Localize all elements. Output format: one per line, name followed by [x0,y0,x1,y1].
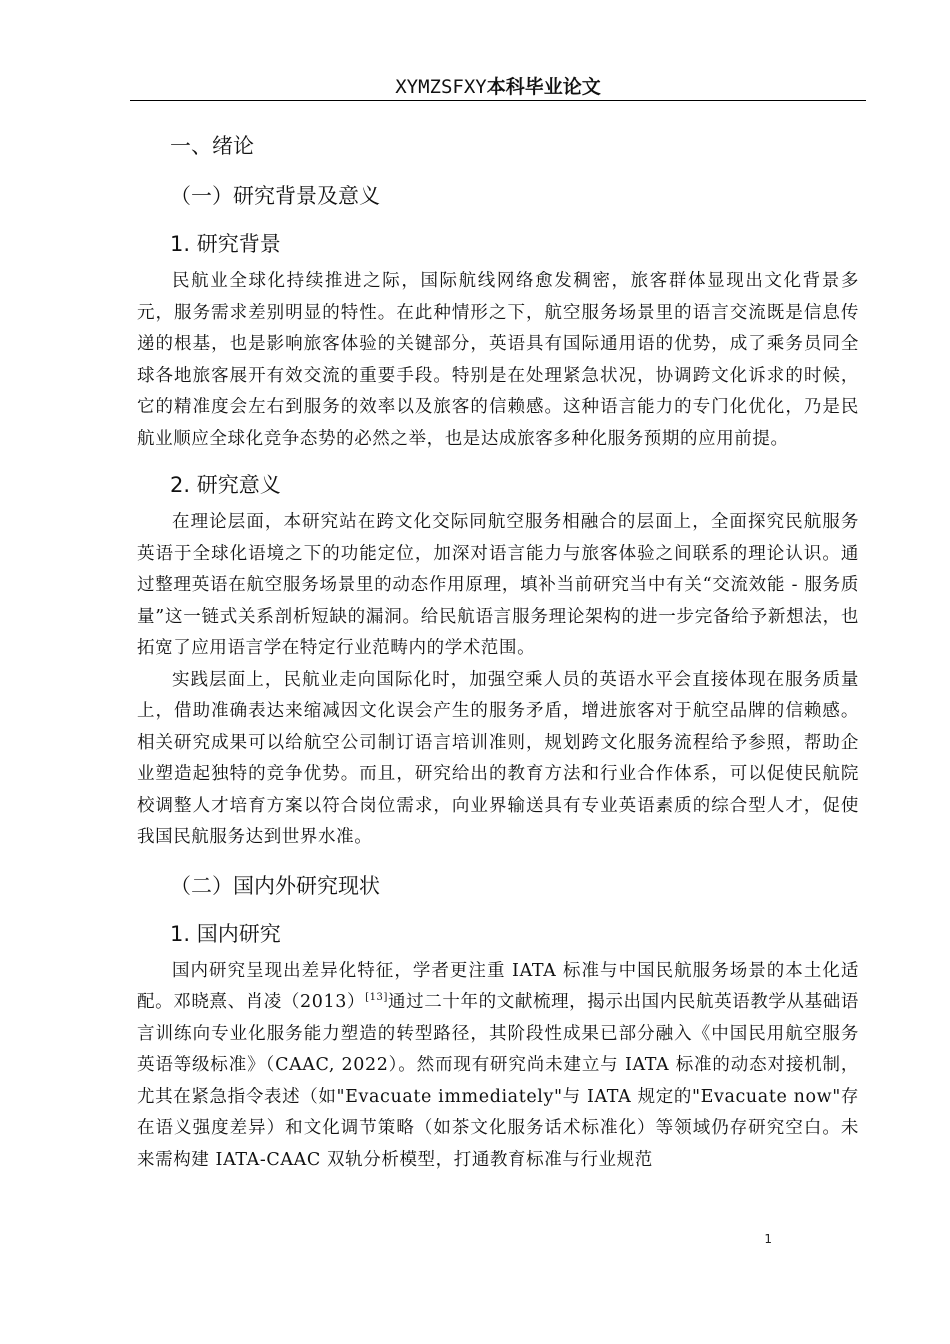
paragraph-domestic [137,956,859,1177]
section-heading-background: （一）研究背景及意义 [170,184,380,208]
chapter-heading: 一、绪论 [170,134,254,158]
subsection-heading-significance: 2. 研究意义 [170,473,281,497]
paragraph-domestic-part2: 通过二十年的文献梳理，揭示出国内民航英语教学从基础语言训练向专业化服务能力塑造的转型路径，其阶段性成果已部分融入《中国民用航空服务英语等级标准》（CAAC, 2022）。然而现有研究尚未建立与 IATA 标准的动态对接机制，尤其在紧急指令表述（如"Evacuate immediately"与 IATA 规定的"Evacuate now"存在语义强度差异）和文化调节策略（如茶文化服务话术标准化）等领域仍存研究空白。未来需构建 IATA-CAAC 双轨分析模型，打通教育标准与行业规范 [137,992,859,1170]
section-heading-research-status: （二）国内外研究现状 [170,873,380,898]
document-body [137,124,859,1176]
header-title: 本科毕业论文 [486,76,601,98]
citation-ref: [13] [365,992,389,1004]
page-number: 1 [764,1232,772,1246]
header-code: XYMZSFXY [395,76,487,98]
page-header [130,74,866,100]
paragraph-theory: 在理论层面，本研究站在跨文化交际同航空服务相融合的层面上，全面探究民航服务英语于全球化语境之下的功能定位，加深对语言能力与旅客体验之间联系的理论认识。通过整理英语在航空服务场景里的动态作用原理，填补当前研究当中有关“交流效能 - 服务质量”这一链式关系剖析短缺的漏洞。给民航语言服务理论架构的进一步完备给予新想法，也拓宽了应用语言学在特定行业范畴内的学术范围。 [137,512,859,658]
paragraph-background: 民航业全球化持续推进之际，国际航线网络愈发稠密，旅客群体显现出文化背景多元，服务需求差别明显的特性。在此种情形之下，航空服务场景里的语言交流既是信息传递的根基，也是影响旅客体验的关键部分，英语具有国际通用语的优势，成了乘务员同全球各地旅客展开有效交流的重要手段。特别是在处理紧急状况，协调跨文化诉求的时候，它的精准度会左右到服务的效率以及旅客的信赖感。这种语言能力的专门化优化，乃是民航业顺应全球化竞争态势的必然之举，也是达成旅客多种化服务预期的应用前提。 [137,271,859,449]
paragraph-practice: 实践层面上，民航业走向国际化时，加强空乘人员的英语水平会直接体现在服务质量上，借助准确表达来缩减因文化误会产生的服务矛盾，增进旅客对于航空品牌的信赖感。相关研究成果可以给航空公司制订语言培训准则，规划跨文化服务流程给予参照，帮助企业塑造起独特的竞争优势。而且，研究给出的教育方法和行业合作体系，可以促使民航院校调整人才培育方案以符合岗位需求，向业界输送具有专业英语素质的综合型人才，促使我国民航服务达到世界水准。 [137,669,859,847]
header-divider [130,100,866,101]
subsection-heading-background: 1. 研究背景 [170,232,281,256]
subsection-heading-domestic: 1. 国内研究 [170,921,281,946]
paragraph-domestic-part1: 国内研究呈现出差异化特征，学者更注重 IATA 标准与中国民航服务场景的本土化适配。邓晓熹、肖凌（2013） [137,960,859,1012]
